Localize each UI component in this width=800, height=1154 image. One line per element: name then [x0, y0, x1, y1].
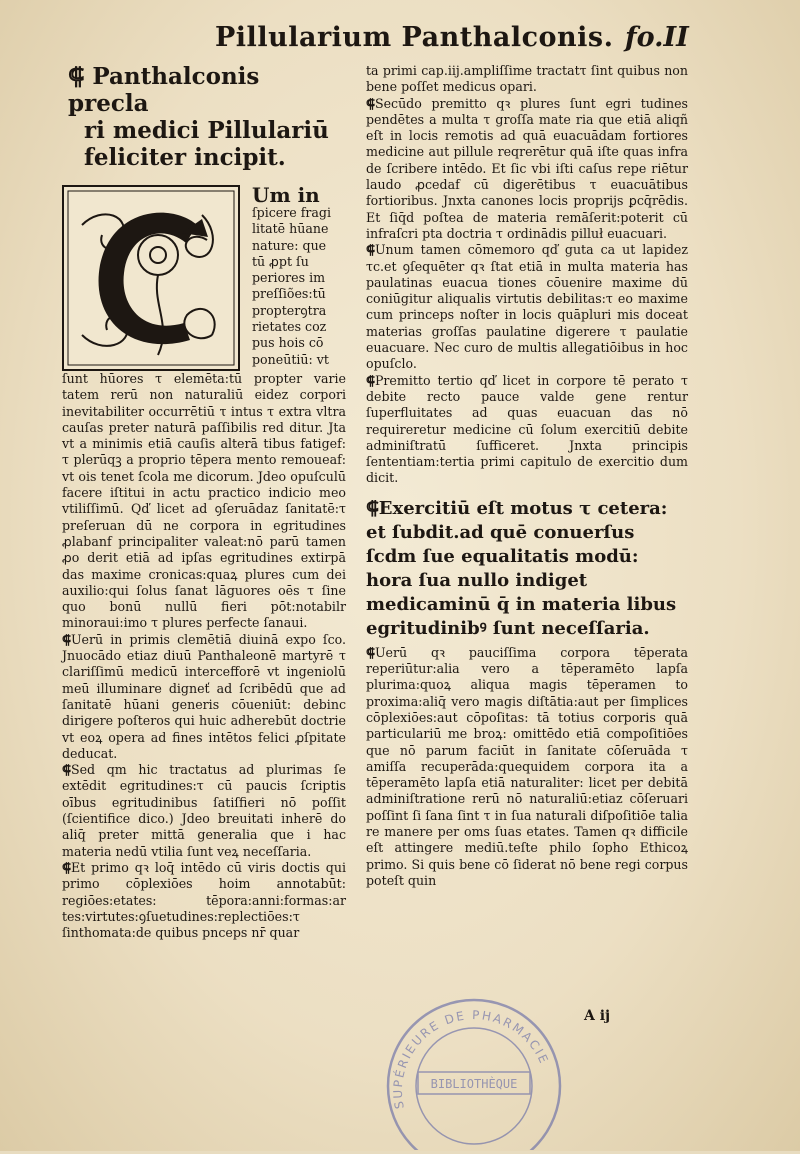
title-line-2: ri medici Pillulariū [84, 117, 329, 144]
side-line: ſpicere fragi [252, 205, 332, 220]
paragraph-body: ſunt hūores τ elemēta:tū propter varie tatem rerū non naturaliū eidez corpori inevitabiliter occurrētiū τ intus τ extra vltra cauſas preter naturā paſſibilis red ditur. Jta vt a minimis etiā cauſis alterā tibus fatigef: τ plerūqꝫ a proprio tēpera mento remoueaf: vt ois tenet ſcola me dicorum. Jdeo opuſculū facere iſtitui in actu practico indicio meo vtiliſſimū. Qď licet ad ꝯſeruādaz ſanitatē:τ preſeruan dū ne corpora in egritudines ꝓlabanf principaliter valeat:nō parū tamen ꝓo derit etiā ad ipſas egritudines extirpā das maxime cronicas:quaꝝ plures cum dei auxilio:qui ſolus ſanat lāguores oēs τ ſine quo bonū nullū fieri pōt:notabilr minoraui:imo τ plures perfecte ſanaui. [62, 371, 346, 631]
paragraph-scope [62, 762, 346, 860]
pilcrow-icon: ⸿ [366, 644, 375, 660]
folio-number: fo.II [625, 22, 689, 53]
pilcrow-icon: ⸿ [62, 762, 71, 778]
running-title: Pillularium Panthalconis. [215, 22, 614, 53]
title-line-1: Panthalconis precla [68, 63, 260, 117]
initial-section [62, 185, 346, 371]
quotation-block [366, 497, 688, 641]
pilcrow-icon: ⸿ [366, 242, 375, 258]
paragraph-second [366, 96, 688, 243]
paragraph-text: Unum tamen cōmemoro qď guta ca ut lapidez τc.et ꝯſequēter qꝛ ſtat etiā in multa materia has paulatinas euacua tiones cōuenire maxime dū coniūgitur aliqualis virtutis debilitas:τ eo maxime cum princeps noſter in locis quāpluri mis doceat materias groſſas paulatine digerere τ paulatie euacuare. Nec curo de multis allegatiōibus in hoc opuſclo. [366, 242, 688, 372]
paragraph-temperament [366, 645, 688, 889]
decorated-initial-c-icon [62, 185, 240, 371]
library-stamp [378, 990, 570, 1150]
side-line: tū ꝓpt ſu [252, 253, 309, 269]
paragraph-text: Et primo qꝛ loq̄ intēdo cū viris doctis qui primo cōplexiōes hoim annotabūt: regiōes:etates: tēpora:anni:formas:ar tes:virtutes:ꝯſuetudines:replectiōes:τ ſinthomata:de quibus pnceps nr̄ quar [62, 859, 346, 941]
stamp-outer-text: SUPÉRIEURE DE PHARMACIE [390, 1008, 552, 1111]
paragraph-text: Uerū qꝛ pauciſſima corpora tēperata reperiūtur:alia vero a tēperamēto lapſa plurima:quoꝝ aliqua magis tēperamen to proxima:aliq̄ vero magis diſtātia:aut per ſimplices cōplexiōes:aut cōpoſitas: tā totius corporis quā particulariū me broꝝ: omittēdo etiā compoſitiōes que nō parum faciūt in ſanitate cōſeruāda τ amiſſa recuperāda:quequidem corpora ita a tēperamēto lapſa etiā naturaliter: licet per debitā adminiſtratione rerū nō naturaliū:etiaz cōſeruari poſſint ſi ſana ſint τ in ſua naturali diſpoſitiōe talia re manere per oms ſuas etates. Tamen qꝛ difficile eſt attingere mediū.teſte philo ſopho Ethicoꝝ primo. Si quis bene cō ſiderat nō bene regi corpus poteſt quin [366, 644, 688, 888]
opening-words: Um in [252, 183, 320, 207]
left-column [62, 63, 346, 941]
pilcrow-icon: ⸿ [366, 497, 379, 519]
quotation-text: Exercitiū eſt motus τ cetera: et ſubdit.ad quē conuerſus ſcdm ſue equalitatis modū: hora ſua nullo indiget medicaminū q̄ in materia libus egritudinibꝰ ſunt neceſſaria. [366, 497, 677, 639]
side-line: poneūtiū: vt [252, 351, 329, 367]
incipit-title [68, 63, 346, 171]
pilcrow-icon: ⸿ [68, 63, 93, 90]
side-line: periores im [252, 270, 326, 286]
paragraph-third [366, 373, 688, 487]
signature-mark: A ij [584, 1008, 611, 1024]
title-line-3: feliciter incipit. [84, 144, 286, 171]
paragraph-first [62, 860, 346, 941]
paragraph-continuation: ta primi cap.iij.ampliſſime tractatτ ſint quibus non bene poſſet medicus opari. [366, 63, 688, 95]
paragraph-text: Premitto tertio qď licet in corpore tē perato τ debite recto pauce valde gene rentur ſuperfluitates ad quas euacuan das nō requireretur medicine cū ſolum exercitiū debite adminiſtratū ſufficeret. Jnxta principis ſententiam:tertia primi capitulo de exercitio dum dicit. [366, 372, 688, 486]
paragraph-text: Sed qm hic tractatus ad plurimas ſe extēdit egritudines:τ cū paucis ſcriptis oībus egritudinibus ſatiſfieri nō poſſit (ſcientifice dico.) Jdeo breuitati inherē do aliq̄ preter mittā generalia que i hac materia nedū vtilia ſunt veꝝ neceſſaria. [62, 762, 346, 859]
stamp-outer-ring [388, 1000, 560, 1150]
side-line: propterꝯtra [252, 302, 327, 318]
pilcrow-icon: ⸿ [366, 95, 375, 111]
side-line: litatē hūane [252, 221, 329, 237]
pilcrow-icon: ⸿ [62, 859, 71, 875]
side-line: rietates coz [252, 319, 327, 335]
paragraph-note [366, 242, 688, 372]
pilcrow-icon: ⸿ [366, 372, 375, 388]
paragraph-invocation [62, 632, 346, 762]
page-header [0, 22, 800, 58]
side-line: nature: que [252, 237, 327, 253]
paragraph-text: Uerū in primis clemētiā diuinā expo ſco. Jnuocādo etiaz diuū Panthaleonē martyrē τ clariſſimū medicū intercefforē vt ingeniolū meū illuminare digneť ad ſcribēdū que ad ſanitatē hūani generis cōueniūt: debinc dirigere poſteros qui huic adherebūt doctrie vt eoꝝ opera ad fines intētos felici ꝓſpitate deducat. [62, 631, 346, 761]
right-column [366, 63, 688, 889]
initial-side-text [252, 185, 346, 368]
paragraph-text: Secūdo premitto qꝛ plures ſunt egri tudines pendētes a multa τ groſſa mate ria que etiā aliqñ eſt in locis remotis ad quā euacuādam fortiores medicine aut pillule reqrerētur quā iſte quas infra de ſcribere intēdo. Et ſic vbi iſti caſus repe riētur laudo ꝓcedaf cū digerētibus τ euacuātibus fortioribus. Jnxta canones locis proprijs ꝑcq̄rēdis. Et ſiq̄d poſtea de materia remāſerit:poterit cū infraſcri pta doctria τ ordinādis pilluł euacuari. [366, 95, 688, 241]
stamp-inner-text: BIBLIOTHÈQUE [430, 1077, 518, 1091]
side-line: pus hois cō [252, 335, 324, 351]
pilcrow-icon: ⸿ [62, 631, 71, 647]
side-line: preſſiões:tū [252, 286, 326, 302]
